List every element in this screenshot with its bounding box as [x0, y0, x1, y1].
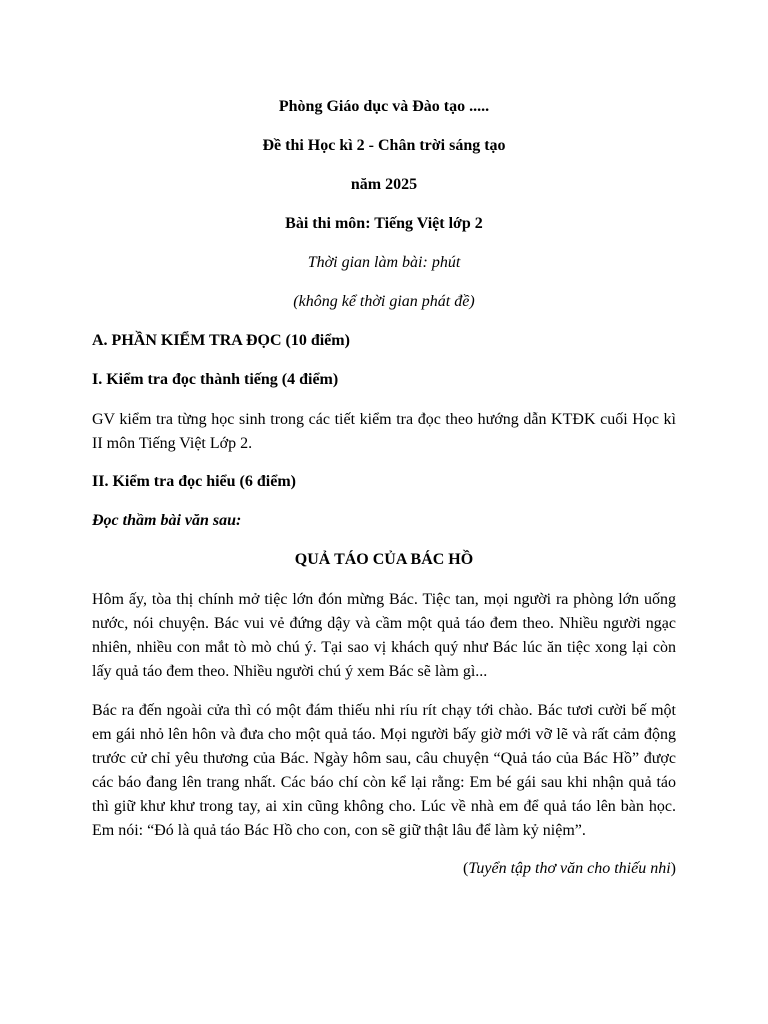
source-close-paren: )	[670, 860, 676, 877]
exam-subject: Bài thi môn: Tiếng Việt lớp 2	[285, 215, 483, 232]
section-a-title: A. PHẦN KIỂM TRA ĐỌC (10 điểm)	[92, 332, 350, 349]
source-open-paren: (	[463, 860, 469, 877]
story-paragraph-2: Bác ra đến ngoài cửa thì có một đám thiếu nhi ríu rít chạy tới chào. Bác tươi cười bế một em gái nhỏ lên hôn và đưa cho một quả táo. Mọi người bấy giờ mới vỡ lẽ và rất cảm động trước cử chỉ yêu thương của Bác. Ngày hôm sau, câu chuyện “Quả táo của Bác Hồ” được các báo đang lên trang nhất. Các báo chí còn kể lại rằng: Em bé gái sau khi nhận quả táo thì giữ khư khư trong tay, ai xin cũng không cho. Lúc về nhà em để quả táo lên bàn học. Em nói: “Đó là quả táo Bác Hồ cho con, con sẽ giữ thật lâu để làm kỷ niệm”.	[92, 702, 676, 839]
source-title: Tuyển tập thơ văn cho thiếu nhi	[468, 860, 671, 877]
part2-title: II. Kiểm tra đọc hiểu (6 điểm)	[92, 473, 296, 490]
reading-instruction: Đọc thầm bài văn sau:	[92, 512, 242, 529]
exam-title: Đề thi Học kì 2 - Chân trời sáng tạo	[262, 137, 506, 154]
story-title: QUẢ TÁO CỦA BÁC HỒ	[294, 551, 474, 568]
document-page	[92, 96, 676, 880]
exam-year: năm 2025	[350, 176, 418, 193]
story-source	[92, 858, 676, 880]
exam-duration: Thời gian làm bài: phút	[307, 254, 461, 271]
part1-text: GV kiểm tra từng học sinh trong các tiết kiểm tra đọc theo hướng dẫn KTĐK cuối Học kì II môn Tiếng Việt Lớp 2.	[92, 411, 676, 452]
exam-note: (không kể thời gian phát đề)	[293, 293, 475, 310]
department-line: Phòng Giáo dục và Đào tạo .....	[278, 98, 490, 115]
part1-title: I. Kiểm tra đọc thành tiếng (4 điểm)	[92, 371, 339, 388]
story-paragraph-1: Hôm ấy, tòa thị chính mở tiệc lớn đón mừng Bác. Tiệc tan, mọi người ra phòng lớn uống nước, nói chuyện. Bác vui vẻ đứng dậy và cầm một quả táo đem theo. Nhiều người ngạc nhiên, nhiều con mắt tò mò chú ý. Tại sao vị khách quý như Bác lúc ăn tiệc xong lại còn lấy quả táo đem theo. Nhiều người chú ý xem Bác sẽ làm gì...	[92, 591, 676, 680]
